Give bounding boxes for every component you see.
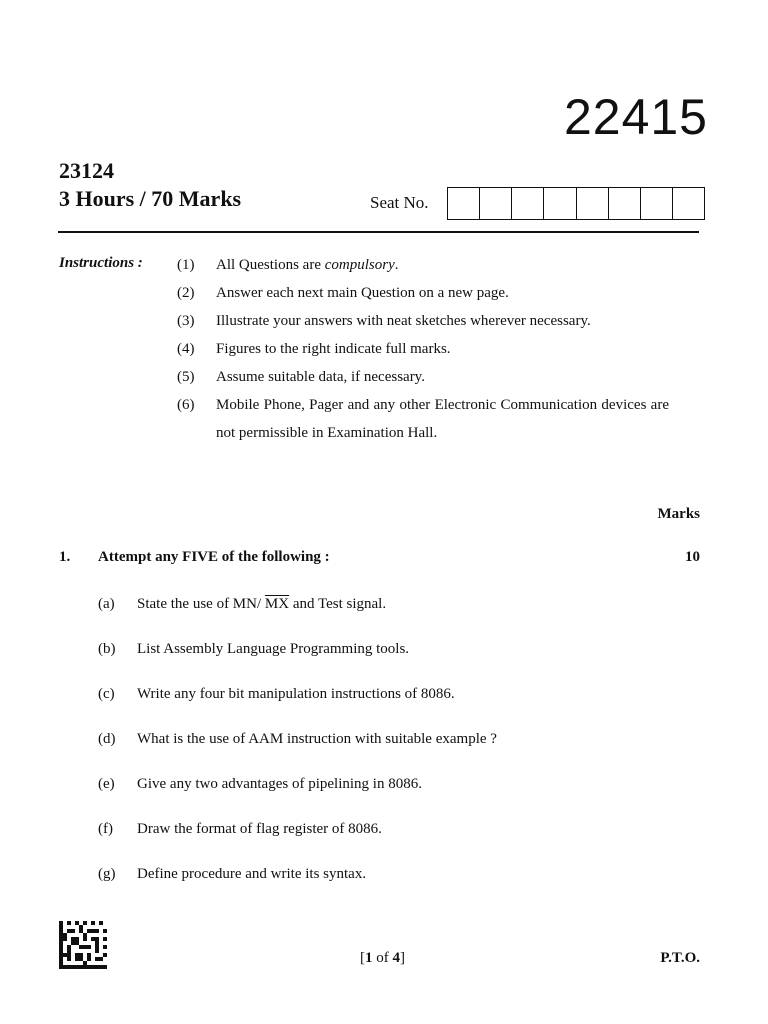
instruction-item	[177, 283, 669, 303]
instruction-number: (2)	[177, 285, 195, 301]
seat-number-box	[480, 188, 512, 219]
instructions-list	[177, 255, 669, 455]
instruction-text: Answer each next main Question on a new page.	[216, 285, 509, 301]
question-number: 1.	[59, 549, 71, 565]
sub-question-label: (f)	[98, 821, 113, 837]
sub-question-label: (e)	[98, 776, 115, 792]
question-text: Attempt any FIVE of the following :	[98, 549, 330, 565]
instruction-number: (3)	[177, 313, 195, 329]
seat-number-box	[641, 188, 673, 219]
seat-number-box	[609, 188, 641, 219]
sub-question-label: (g)	[98, 866, 116, 882]
instruction-text: Mobile Phone, Pager and any other Electronic Communication devices are not permissible in Examination Hall.	[216, 397, 669, 441]
seat-number-box	[673, 188, 704, 219]
data-matrix-code-icon	[59, 921, 107, 969]
sub-question-label: (c)	[98, 686, 115, 702]
sub-question-list	[98, 596, 497, 911]
seat-number-box	[577, 188, 609, 219]
subject-code: 22415	[563, 89, 708, 145]
sub-question	[98, 776, 497, 821]
instructions-label: Instructions :	[59, 255, 143, 271]
instruction-item	[177, 367, 669, 387]
sub-question	[98, 686, 497, 731]
sub-question	[98, 596, 497, 641]
instruction-number: (1)	[177, 257, 195, 273]
instruction-text: Illustrate your answers with neat sketches wherever necessary.	[216, 313, 591, 329]
seat-number-boxes	[447, 187, 705, 220]
sub-question	[98, 731, 497, 776]
overlined-signal: $\overline{MX}$	[264, 596, 290, 612]
sub-question-text: List Assembly Language Programming tools.	[137, 641, 410, 657]
sub-question-text: State the use of MN/ $\overline{MX}$ and Test signal.	[137, 596, 387, 612]
sub-question-text: Define procedure and write its syntax.	[137, 866, 367, 882]
sub-question	[98, 821, 497, 866]
seat-number-box	[544, 188, 576, 219]
instruction-text: All Questions are compulsory.	[216, 257, 399, 273]
paper-code: 23124	[59, 158, 114, 183]
instruction-item	[177, 339, 669, 359]
sub-question-label: (d)	[98, 731, 116, 747]
instruction-text: Assume suitable data, if necessary.	[216, 369, 425, 385]
please-turn-over: P.T.O.	[660, 950, 700, 966]
instruction-text: Figures to the right indicate full marks.	[216, 341, 451, 357]
instruction-number: (5)	[177, 369, 195, 385]
sub-question-label: (a)	[98, 596, 115, 612]
sub-question	[98, 866, 497, 911]
sub-question-text: Give any two advantages of pipelining in 8086.	[137, 776, 422, 792]
exam-duration-marks: 3 Hours / 70 Marks	[59, 186, 242, 211]
instruction-item	[177, 311, 669, 331]
sub-question-text: Draw the format of flag register of 8086.	[137, 821, 382, 837]
instruction-item	[177, 255, 669, 275]
page-number: [1 of 4]	[360, 950, 405, 966]
seat-number-label: Seat No.	[370, 193, 429, 212]
seat-number-box	[512, 188, 544, 219]
sub-question-text: Write any four bit manipulation instructions of 8086.	[137, 686, 455, 702]
sub-question-text: What is the use of AAM instruction with suitable example ?	[137, 731, 497, 747]
seat-number-box	[448, 188, 480, 219]
instruction-item	[177, 395, 669, 447]
sub-question-label: (b)	[98, 641, 116, 657]
sub-question	[98, 641, 497, 686]
question-marks: 10	[685, 549, 700, 565]
instruction-number: (6)	[177, 397, 195, 413]
header-divider	[58, 231, 699, 233]
instruction-number: (4)	[177, 341, 195, 357]
marks-column-heading: Marks	[657, 506, 700, 522]
